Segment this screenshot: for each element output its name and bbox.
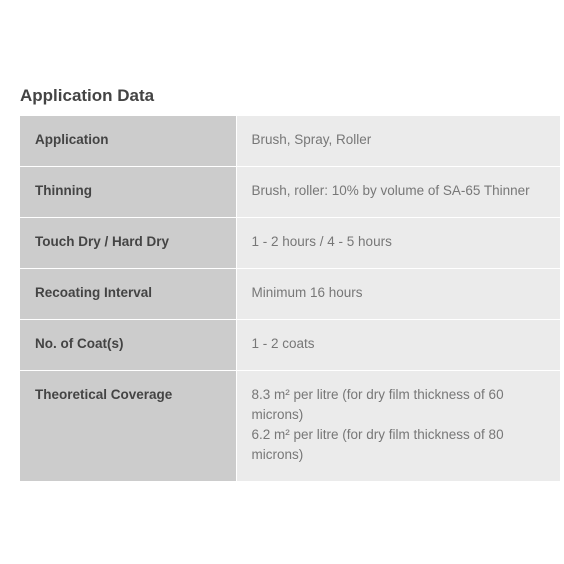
- row-value-recoating-interval: [236, 269, 560, 320]
- row-value-theoretical-coverage: [236, 371, 560, 482]
- row-label-coats: No. of Coat(s): [20, 320, 236, 371]
- row-value-application: [236, 116, 560, 167]
- value-line: 6.2 m² per litre (for dry film thickness of 80 microns): [251, 427, 504, 462]
- value-line: 8.3 m² per litre (for dry film thickness of 60 microns): [251, 387, 504, 422]
- table-row-thinning: [20, 167, 560, 218]
- row-value-thinning: [236, 167, 560, 218]
- row-label-theoretical-coverage: Theoretical Coverage: [20, 371, 236, 482]
- table-row-recoating-interval: [20, 269, 560, 320]
- table-row-dry-time: [20, 218, 560, 269]
- value-line: 1 - 2 hours / 4 - 5 hours: [251, 234, 392, 249]
- value-line: Minimum 16 hours: [251, 285, 363, 300]
- section-title: Application Data: [20, 86, 155, 105]
- row-label-thinning: Thinning: [20, 167, 236, 218]
- row-label-dry-time: Touch Dry / Hard Dry: [20, 218, 236, 269]
- table-row-theoretical-coverage: [20, 371, 560, 482]
- row-value-dry-time: [236, 218, 560, 269]
- row-label-recoating-interval: Recoating Interval: [20, 269, 236, 320]
- application-data-table: [20, 116, 560, 481]
- row-value-coats: [236, 320, 560, 371]
- table-row-coats: [20, 320, 560, 371]
- value-line: Brush, Spray, Roller: [251, 132, 372, 147]
- table-row-application: [20, 116, 560, 167]
- row-label-application: Application: [20, 116, 236, 167]
- value-line: Brush, roller: 10% by volume of SA-65 Thinner: [251, 183, 530, 198]
- value-line: 1 - 2 coats: [251, 336, 315, 351]
